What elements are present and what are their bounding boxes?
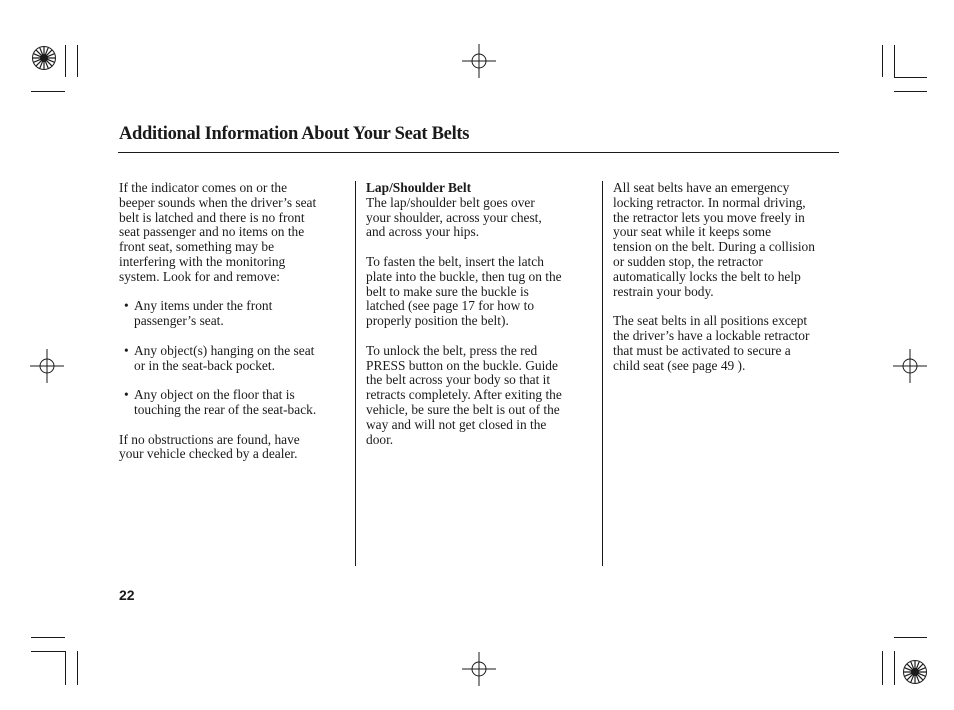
registration-crosshair-icon (462, 652, 496, 686)
col2-paragraph-1 (366, 181, 596, 240)
bullet-icon: • (124, 387, 129, 403)
column-divider (355, 181, 356, 566)
crop-mark (77, 651, 78, 685)
bullet-icon: • (124, 298, 129, 314)
crop-mark (31, 651, 65, 652)
text-line: child seat (see page 49 ). (613, 357, 746, 373)
text-line: To fasten the belt, insert the latch (366, 253, 544, 269)
text-line: Any object(s) hanging on the seat (134, 342, 315, 358)
text-line: the belt across your body so that it (366, 372, 551, 388)
registration-crosshair-icon (30, 349, 64, 383)
text-line: belt is latched and there is no front (119, 209, 305, 225)
text-line: interfering with the monitoring (119, 253, 286, 269)
crop-mark (894, 77, 927, 78)
text-line: or in the seat-back pocket. (134, 357, 275, 373)
text-line: If the indicator comes on or the (119, 180, 288, 195)
title-rule (118, 152, 839, 153)
text-line: and across your hips. (366, 224, 480, 240)
col1-intro-paragraph (119, 181, 349, 285)
column-divider (602, 181, 603, 566)
col3-paragraph-1 (613, 181, 843, 299)
list-item (119, 388, 349, 418)
crop-mark (65, 651, 66, 685)
text-line: your shoulder, across your chest, (366, 209, 542, 225)
text-line: restrain your body. (613, 283, 714, 299)
crop-mark (31, 637, 65, 638)
text-line: retracts completely. After exiting the (366, 387, 562, 403)
text-line: tension on the belt. During a collision (613, 239, 815, 255)
registration-sunburst-icon (31, 45, 57, 71)
text-line: your seat while it keeps some (613, 224, 772, 240)
text-line: your vehicle checked by a dealer. (119, 446, 298, 462)
text-line: belt to make sure the buckle is (366, 283, 529, 299)
crop-mark (882, 651, 883, 685)
section-heading: Lap/Shoulder Belt (366, 180, 472, 195)
text-line: touching the rear of the seat-back. (134, 401, 317, 417)
text-line: that must be activated to secure a (613, 342, 791, 358)
crop-mark (77, 45, 78, 77)
text-line: PRESS button on the buckle. Guide (366, 357, 558, 373)
page-title: Additional Information About Your Seat Belts (119, 124, 470, 144)
text-line: vehicle, be sure the belt is out of the (366, 401, 560, 417)
crop-mark (894, 91, 927, 92)
registration-crosshair-icon (462, 44, 496, 78)
page-number: 22 (119, 587, 135, 603)
col2-paragraph-3 (366, 344, 596, 448)
crop-mark (894, 637, 927, 638)
text-line: front seat, something may be (119, 239, 275, 255)
text-line: All seat belts have an emergency (613, 180, 790, 195)
list-item (119, 299, 349, 329)
text-line: If no obstructions are found, have (119, 431, 300, 447)
text-line: To unlock the belt, press the red (366, 342, 538, 358)
crop-mark (882, 45, 883, 77)
text-line: Any items under the front (134, 298, 273, 314)
registration-crosshair-icon (893, 349, 927, 383)
column-1 (119, 181, 349, 477)
registration-sunburst-icon (902, 659, 928, 685)
text-line: seat passenger and no items on the (119, 224, 305, 240)
column-2 (366, 181, 596, 462)
crop-mark (31, 91, 65, 92)
list-item (119, 344, 349, 374)
crop-mark (894, 651, 895, 685)
col1-outro-paragraph (119, 433, 349, 463)
text-line: locking retractor. In normal driving, (613, 194, 806, 210)
text-line: way and will not get closed in the (366, 416, 547, 432)
text-line: plate into the buckle, then tug on the (366, 268, 562, 284)
col2-paragraph-2 (366, 255, 596, 329)
text-line: properly position the belt). (366, 313, 509, 329)
text-line: the retractor lets you move freely in (613, 209, 805, 225)
text-line: system. Look for and remove: (119, 268, 281, 284)
crop-mark (894, 45, 895, 77)
text-line: Any object on the floor that is (134, 387, 295, 403)
crop-mark (65, 45, 66, 77)
text-line: beeper sounds when the driver’s seat (119, 194, 317, 210)
bullet-icon: • (124, 342, 129, 358)
text-line: passenger’s seat. (134, 313, 224, 329)
text-line: door. (366, 431, 394, 447)
text-line: The lap/shoulder belt goes over (366, 194, 535, 210)
text-line: the driver’s have a lockable retractor (613, 327, 810, 343)
text-line: The seat belts in all positions except (613, 313, 808, 329)
text-line: or sudden stop, the retractor (613, 253, 763, 269)
text-line: automatically locks the belt to help (613, 268, 801, 284)
col3-paragraph-2 (613, 314, 843, 373)
column-3 (613, 181, 843, 388)
text-line: latched (see page 17 for how to (366, 298, 535, 314)
